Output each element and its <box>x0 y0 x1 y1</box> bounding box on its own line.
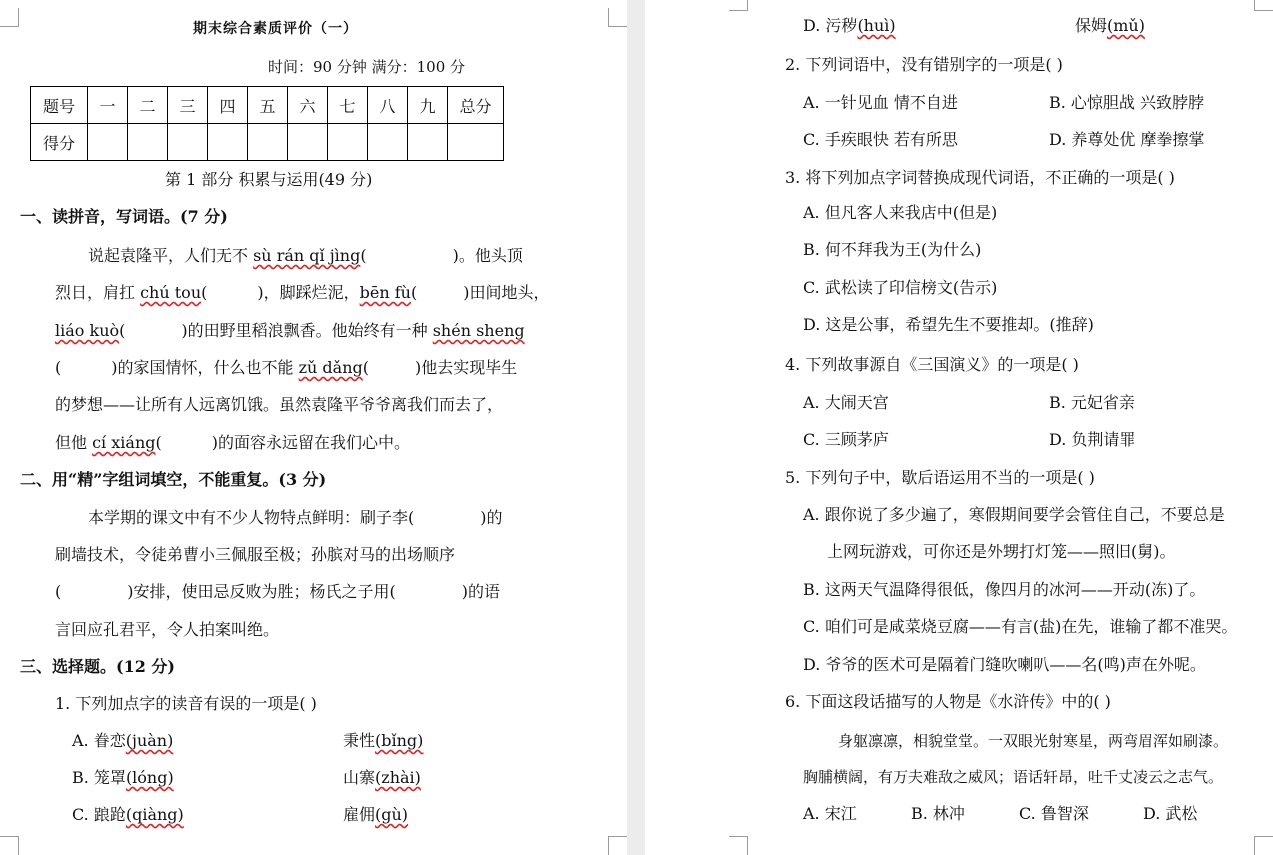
score-cell: 一 <box>88 87 128 124</box>
question-4: 4. 下列故事源自《三国演义》的一项是( ) <box>785 355 1079 374</box>
pinyin: (lóng) <box>125 768 174 787</box>
pinyin: (mǔ) <box>1107 16 1145 35</box>
s1-line-2 <box>55 282 549 304</box>
score-cell: 得分 <box>31 124 88 161</box>
question-5: 5. 下列句子中，歇后语运用不当的一项是( ) <box>785 468 1095 487</box>
pinyin: (gù) <box>375 805 409 824</box>
text: 秉性 <box>343 731 376 750</box>
score-table-score-row <box>31 124 504 161</box>
q4-option-a[interactable]: A. 大闹天宫 <box>803 393 889 412</box>
score-cell: 九 <box>408 87 448 124</box>
score-blank[interactable] <box>208 124 248 161</box>
crop-mark <box>0 836 19 855</box>
section-2-heading: 二、用“精”字组词填空，不能重复。(3 分) <box>20 470 327 489</box>
text: )的 <box>480 508 503 527</box>
text: 烈日，肩扛 <box>55 283 141 302</box>
section-3-heading: 三、选择题。(12 分) <box>20 657 175 676</box>
q3-option-b[interactable]: B. 何不拜我为王(为什么) <box>803 240 982 259</box>
q3-option-d[interactable]: D. 这是公事，希望先生不要推却。(推辞) <box>803 315 1094 334</box>
part-heading: 第 1 部分 积累与运用(49 分) <box>165 170 373 189</box>
q3-option-a[interactable]: A. 但凡客人来我店中(但是) <box>803 203 998 222</box>
text: 山寨 <box>343 768 376 787</box>
text: ( <box>55 582 62 601</box>
question-1: 1. 下列加点字的读音有误的一项是( ) <box>55 694 317 713</box>
q1-option-a-left[interactable] <box>72 730 173 752</box>
q5-option-c[interactable]: C. 咱们可是咸菜烧豆腐——有言(盐)在先，谁输了都不准哭。 <box>803 617 1238 636</box>
text: )，脚踩烂泥， <box>257 283 360 302</box>
score-cell: 题号 <box>31 87 88 124</box>
q4-option-c[interactable]: C. 三顾茅庐 <box>803 430 889 449</box>
score-cell: 总分 <box>448 87 504 124</box>
section-1-heading: 一、读拼音，写词语。(7 分) <box>20 207 228 226</box>
score-cell: 七 <box>328 87 368 124</box>
text: )他去实现毕生 <box>415 358 518 377</box>
crop-mark <box>608 8 627 27</box>
score-cell: 二 <box>128 87 168 124</box>
pinyin: (zhài) <box>375 768 421 787</box>
exam-title: 期末综合素质评价（一） <box>193 21 358 37</box>
pinyin: (juàn) <box>125 731 174 750</box>
pinyin: zǔ dǎng <box>298 358 363 377</box>
crop-mark <box>729 836 748 855</box>
pinyin: (qiàng) <box>125 805 184 824</box>
q3-option-c[interactable]: C. 武松读了印信榜文(告示) <box>803 278 998 297</box>
text: 但他 <box>55 433 93 452</box>
score-table-header-row <box>31 87 504 124</box>
score-cell: 三 <box>168 87 208 124</box>
s2-line-1 <box>88 507 503 529</box>
q6-option-c[interactable]: C. 鲁智深 <box>1019 804 1089 823</box>
score-blank[interactable] <box>288 124 328 161</box>
text: B. 笼罩 <box>72 768 126 787</box>
q2-option-a[interactable]: A. 一针见血 情不自进 <box>803 93 958 112</box>
exam-meta: 时间：90 分钟 满分：100 分 <box>268 58 466 76</box>
pinyin: (huì) <box>857 16 896 35</box>
question-2: 2. 下列词语中，没有错别字的一项是( ) <box>785 55 1063 74</box>
q5-option-b[interactable]: B. 这两天气温降得很低，像四月的冰河——开动(冻)了。 <box>803 580 1206 599</box>
score-blank[interactable] <box>88 124 128 161</box>
score-cell: 八 <box>368 87 408 124</box>
text: 说起袁隆平，人们无不 <box>88 246 254 265</box>
q6-passage-line2: 胸脯横阔，有万夫难敌之威风；语话轩昂，吐千丈凌云之志气。 <box>803 768 1224 786</box>
q6-option-a[interactable]: A. 宋江 <box>803 804 857 823</box>
score-blank[interactable] <box>328 124 368 161</box>
s1-line-5: 的梦想——让所有人远离饥饿。虽然袁隆平爷爷离我们而去了， <box>55 395 504 414</box>
text: )安排，使田忌反败为胜；杨氏之子用( <box>127 582 396 601</box>
pinyin: cí xiáng <box>92 433 156 452</box>
text: )。他头顶 <box>452 246 523 265</box>
pinyin: (bǐng) <box>375 731 424 750</box>
q1-option-b-right[interactable] <box>343 767 421 789</box>
score-blank[interactable] <box>368 124 408 161</box>
pinyin: liáo kuò <box>55 321 120 340</box>
score-blank[interactable] <box>168 124 208 161</box>
text: )的语 <box>461 582 500 601</box>
text: ( <box>119 321 126 340</box>
q1-option-c-left[interactable] <box>72 804 184 826</box>
crop-mark <box>1254 836 1273 855</box>
score-table <box>30 86 504 161</box>
q1-option-a-right[interactable] <box>343 730 423 752</box>
q2-option-d[interactable]: D. 养尊处优 摩拳擦掌 <box>1049 130 1205 149</box>
s1-line-6 <box>55 432 410 454</box>
text: ( <box>55 358 62 377</box>
page-right <box>645 0 1273 855</box>
pinyin: bēn fù <box>359 283 411 302</box>
q1-option-d-left[interactable] <box>803 15 896 37</box>
text: ( <box>362 358 369 377</box>
text: C. 踉跄 <box>72 805 126 824</box>
s2-line-2: 刷墙技术，令徒弟曹小三佩服至极；孙膑对马的出场顺序 <box>55 545 456 564</box>
score-blank[interactable] <box>448 124 504 161</box>
pinyin: chú tou <box>140 283 202 302</box>
score-cell: 六 <box>288 87 328 124</box>
pinyin: shén sheng <box>432 321 525 340</box>
s2-line-3 <box>55 581 500 603</box>
s1-line-4 <box>55 357 517 379</box>
question-6: 6. 下面这段话描写的人物是《水浒传》中的( ) <box>785 692 1111 711</box>
score-blank[interactable] <box>408 124 448 161</box>
q5-option-a-line2[interactable]: 上网玩游戏，可你还是外甥打灯笼——照旧(舅)。 <box>827 542 1176 561</box>
crop-mark <box>729 0 748 11</box>
q2-option-c[interactable]: C. 手疾眼快 若有所思 <box>803 130 958 149</box>
page-left <box>0 0 627 855</box>
s1-line-3 <box>55 320 525 342</box>
text: 本学期的课文中有不少人物特点鲜明：刷子李( <box>88 508 415 527</box>
s2-line-4: 言回应孔君平，令人拍案叫绝。 <box>55 620 280 639</box>
q5-option-a-line1[interactable]: A. 跟你说了多少遍了，寒假期间要学会管住自己，不要总是 <box>803 505 1225 524</box>
crop-mark <box>1254 0 1273 11</box>
text: )田间地头， <box>463 283 550 302</box>
crop-mark <box>608 836 627 855</box>
text: )的面容永远留在我们心中。 <box>211 433 410 452</box>
q4-option-d[interactable]: D. 负荆请罪 <box>1049 430 1136 449</box>
text: ( <box>201 283 208 302</box>
text: A. 眷恋 <box>72 731 126 750</box>
q2-option-b[interactable]: B. 心惊胆战 兴致脖脖 <box>1049 93 1205 112</box>
score-cell: 四 <box>208 87 248 124</box>
q6-passage-line1: 身躯凛凛，相貌堂堂。一双眼光射寒星，两弯眉浑如刷漆。 <box>838 732 1229 750</box>
text: 保姆 <box>1075 16 1108 35</box>
q4-option-b[interactable]: B. 元妃省亲 <box>1049 393 1135 412</box>
q1-option-d-right[interactable] <box>1075 15 1145 37</box>
text: ( <box>360 246 367 265</box>
text: )的田野里稻浪飘香。他始终有一种 <box>181 321 433 340</box>
q5-option-d[interactable]: D. 爷爷的医术可是隔着门缝吹喇叭——名(鸣)声在外呢。 <box>803 655 1206 674</box>
text: ( <box>410 283 418 302</box>
score-cell: 五 <box>248 87 288 124</box>
q1-option-c-right[interactable] <box>343 804 408 826</box>
q6-option-d[interactable]: D. 武松 <box>1143 804 1198 823</box>
crop-mark <box>0 8 19 27</box>
pinyin: sù rán qǐ jìng <box>253 246 361 265</box>
s1-line-1 <box>88 245 523 267</box>
score-blank[interactable] <box>128 124 168 161</box>
text: )的家国情怀，什么也不能 <box>111 358 299 377</box>
q6-option-b[interactable]: B. 林冲 <box>911 804 965 823</box>
text: 雇佣 <box>343 805 376 824</box>
text: D. 污秽 <box>803 16 858 35</box>
question-3: 3. 将下列加点字词替换成现代词语，不正确的一项是( ) <box>785 168 1175 187</box>
text: ( <box>155 433 162 452</box>
score-blank[interactable] <box>248 124 288 161</box>
q1-option-b-left[interactable] <box>72 767 174 789</box>
